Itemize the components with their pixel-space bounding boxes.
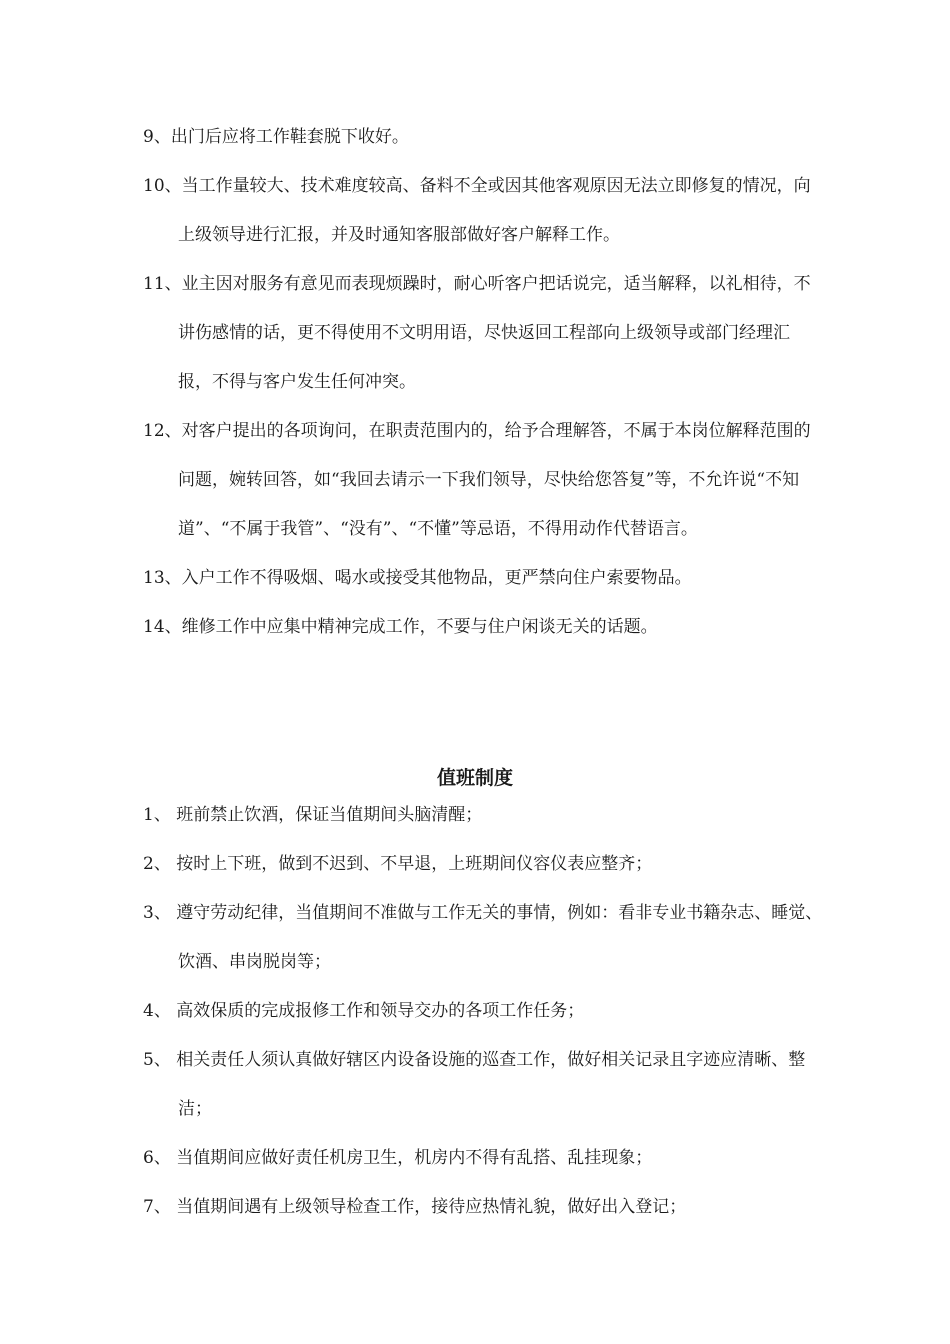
item-number: 2、 — [143, 854, 171, 874]
item-text: 按时上下班，做到不迟到、不早退，上班期间仪容仪表应整齐； — [176, 854, 653, 874]
item-text: 维修工作中应集中精神完成工作，不要与住户闲谈无关的话题。 — [181, 617, 658, 637]
item-text: 对客户提出的各项询问，在职责范围内的，给予合理解答，不属于本岗位解释范围的问题，婉转回答，如“我回去请示一下我们领导，尽快给您答复”等，不允许说“不知道”、“不属于我管”、“没有”、“不懂”等忌语，不得用动作代替语言。 — [178, 421, 811, 539]
list-item — [143, 260, 823, 407]
item-text: 当工作量较大、技术难度较高、备料不全或因其他客观原因无法立即修复的情况，向上级领导进行汇报，并及时通知客服部做好客户解释工作。 — [178, 176, 811, 245]
list-item — [143, 1134, 823, 1183]
list-item — [143, 603, 823, 652]
item-text: 当值期间应做好责任机房卫生，机房内不得有乱搭、乱挂现象； — [176, 1148, 653, 1168]
item-number: 6、 — [143, 1148, 171, 1168]
work-rules-list — [143, 113, 823, 652]
item-number: 12、 — [143, 421, 182, 441]
item-number: 7、 — [143, 1197, 171, 1217]
item-number: 14、 — [143, 617, 182, 637]
list-item — [143, 1183, 823, 1232]
item-number: 1、 — [143, 805, 171, 825]
list-item — [143, 113, 823, 162]
list-item — [143, 987, 823, 1036]
item-text: 出门后应将工作鞋套脱下收好。 — [170, 127, 409, 147]
item-text: 班前禁止饮酒，保证当值期间头脑清醒； — [176, 805, 483, 825]
section-title: 值班制度 — [436, 767, 513, 789]
list-item — [143, 554, 823, 603]
item-number: 5、 — [143, 1050, 171, 1070]
item-text: 高效保质的完成报修工作和领导交办的各项工作任务； — [176, 1001, 585, 1021]
item-number: 11、 — [143, 274, 182, 294]
list-item — [143, 889, 823, 987]
item-text: 入户工作不得吸烟、喝水或接受其他物品，更严禁向住户索要物品。 — [181, 568, 692, 588]
list-item — [143, 840, 823, 889]
item-number: 13、 — [143, 568, 182, 588]
list-item — [143, 407, 823, 554]
duty-rules-list — [143, 791, 823, 1232]
list-item — [143, 162, 823, 260]
item-number: 9、 — [143, 127, 171, 147]
item-text: 当值期间遇有上级领导检查工作，接待应热情礼貌，做好出入登记； — [176, 1197, 687, 1217]
item-text: 相关责任人须认真做好辖区内设备设施的巡查工作，做好相关记录且字迹应清晰、整洁； — [176, 1050, 806, 1119]
item-number: 3、 — [143, 903, 171, 923]
list-item — [143, 1036, 823, 1134]
item-number: 10、 — [143, 176, 182, 196]
item-text: 业主因对服务有意见而表现烦躁时，耐心听客户把话说完，适当解释，以礼相待，不讲伤感情的话，更不得使用不文明用语，尽快返回工程部向上级领导或部门经理汇报，不得与客户发生任何冲突。 — [178, 274, 811, 392]
item-number: 4、 — [143, 1001, 171, 1021]
list-item — [143, 791, 823, 840]
item-text: 遵守劳动纪律，当值期间不准做与工作无关的事情，例如：看非专业书籍杂志、睡觉、饮酒、串岗脱岗等； — [176, 903, 823, 972]
